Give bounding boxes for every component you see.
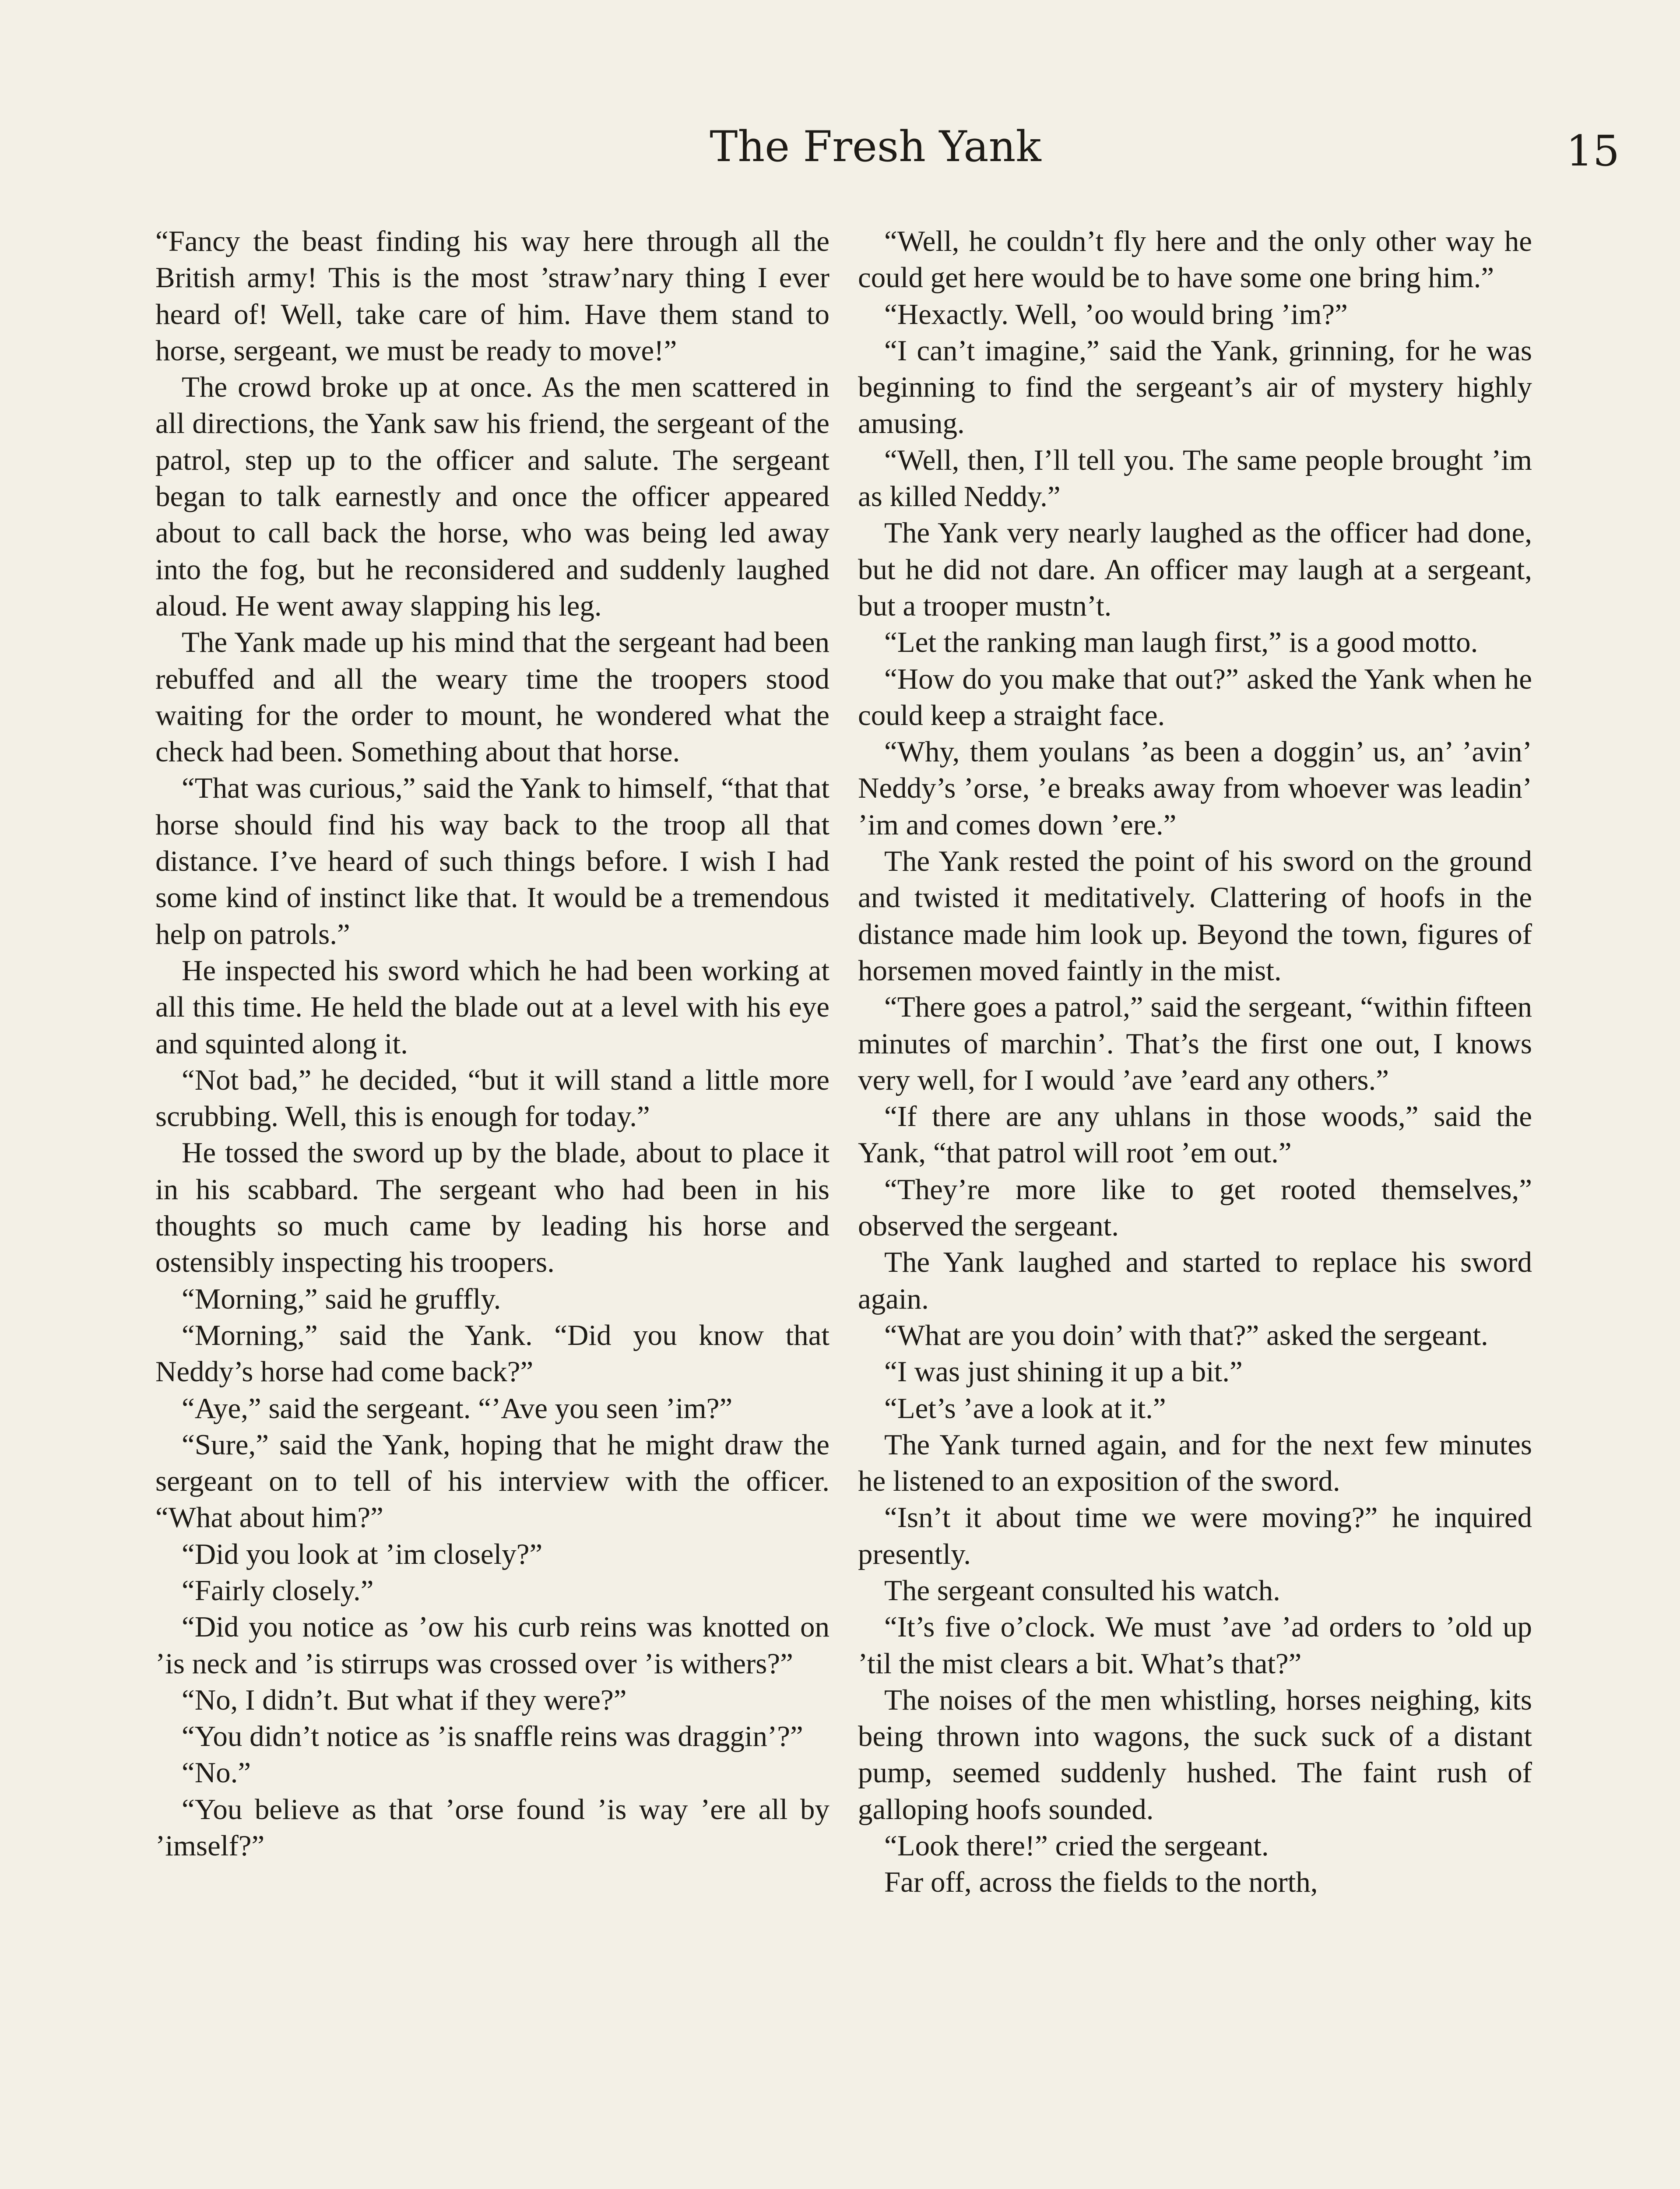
paragraph: “Well, he couldn’t fly here and the only other way he could get here would be to have some one bring him.” bbox=[858, 225, 1532, 294]
paragraph: “If there are any uhlans in those woods,” said the Yank, “that patrol will root ’em out.” bbox=[858, 1100, 1532, 1169]
paragraph: “There goes a patrol,” said the sergeant, “within fifteen minutes of marchin’. That’s the first one out, I knows very well, for I would ’ave ’eard any others.” bbox=[858, 991, 1532, 1096]
paragraph: “Aye,” said the sergeant. “’Ave you seen ’im?” bbox=[182, 1392, 733, 1425]
paragraph: “What are you doin’ with that?” asked the sergeant. bbox=[884, 1319, 1488, 1351]
paragraph: “Why, them youlans ’as been a doggin’ us, an’ ’avin’ Neddy’s ’orse, ’e breaks away from whoever was leadin’ ’im and comes down ’ere.” bbox=[858, 736, 1532, 841]
paragraph: “Did you notice as ’ow his curb reins was knotted on ’is neck and ’is stirrups was crossed over ’is withers?” bbox=[155, 1611, 829, 1680]
paragraph: The Yank rested the point of his sword on the ground and twisted it meditatively. Clattering of hoofs in the distance made him look up. Beyond the town, figures of horsemen moved faintly in the mist. bbox=[858, 845, 1532, 987]
paragraph: “Well, then, I’ll tell you. The same people brought ’im as killed Neddy.” bbox=[858, 443, 1532, 513]
paragraph: The Yank made up his mind that the sergeant had been rebuffed and all the weary time the troopers stood waiting for the order to mount, he wondered what the check had been. Something about that horse. bbox=[155, 626, 829, 768]
paragraph: “Let’s ’ave a look at it.” bbox=[884, 1392, 1166, 1425]
paragraph: “That was curious,” said the Yank to himself, “that that horse should find his way back to the troop all that distance. I’ve heard of such things before. I wish I had some kind of instinct like that. It would be a tremendous help on patrols.” bbox=[155, 772, 829, 950]
paragraph: “Fairly closely.” bbox=[182, 1574, 374, 1607]
paragraph: “Morning,” said he gruffly. bbox=[182, 1282, 501, 1315]
paragraph: “Sure,” said the Yank, hoping that he might draw the sergeant on to tell of his interview with the officer. “What about him?” bbox=[155, 1428, 829, 1534]
page-header bbox=[131, 118, 1620, 193]
paragraph: “How do you make that out?” asked the Yank when he could keep a straight face. bbox=[858, 662, 1532, 732]
paragraph: “Fancy the beast finding his way here through all the British army! This is the most ’straw’nary thing I ever heard of! Well, take care of him. Have them stand to horse, sergeant, we must be ready to move!” bbox=[155, 225, 829, 367]
page-number: 15 bbox=[1566, 127, 1620, 176]
paragraph: The Yank turned again, and for the next few minutes he listened to an exposition of the sword. bbox=[858, 1428, 1532, 1498]
paragraph: He tossed the sword up by the blade, about to place it in his scabbard. The sergeant who had been in his thoughts so much came by leading his horse and ostensibly inspecting his troopers. bbox=[155, 1137, 829, 1279]
paragraph: “You didn’t notice as ’is snaffle reins was draggin’?” bbox=[182, 1720, 803, 1753]
paragraph: The Yank very nearly laughed as the officer had done, but he did not dare. An officer may laugh at a sergeant, but a trooper mustn’t. bbox=[858, 517, 1532, 622]
paragraph: The noises of the men whistling, horses neighing, kits being thrown into wagons, the suck suck of a distant pump, seemed suddenly hushed. The faint rush of galloping hoofs sounded. bbox=[858, 1683, 1532, 1826]
running-title: The Fresh Yank bbox=[710, 122, 1041, 171]
paragraph: “I can’t imagine,” said the Yank, grinning, for he was beginning to find the sergeant’s air of mystery highly amusing. bbox=[858, 334, 1532, 440]
paragraph: The crowd broke up at once. As the men scattered in all directions, the Yank saw his friend, the sergeant of the patrol, step up to the officer and salute. The sergeant began to talk earnestly and once the officer appeared about to call back the horse, who was being led away into the fog, but he reconsidered and suddenly laughed aloud. He went away slapping his leg. bbox=[155, 371, 829, 622]
paragraph: “Let the ranking man laugh first,” is a good motto. bbox=[884, 626, 1478, 659]
paragraph: He inspected his sword which he had been working at all this time. He held the blade out at a level with his eye and squinted along it. bbox=[155, 954, 829, 1060]
paragraph: “They’re more like to get rooted themselves,” observed the sergeant. bbox=[858, 1173, 1532, 1242]
paragraph: Far off, across the fields to the north, bbox=[884, 1866, 1318, 1899]
paragraph: “I was just shining it up a bit.” bbox=[884, 1355, 1243, 1388]
paragraph: The Yank laughed and started to replace his sword again. bbox=[858, 1246, 1532, 1315]
paragraph: “It’s five o’clock. We must ’ave ’ad orders to ’old up ’til the mist clears a bit. What’s that?” bbox=[858, 1611, 1532, 1680]
paragraph: “You believe as that ’orse found ’is way ’ere all by ’imself?” bbox=[155, 1793, 829, 1862]
paragraph: “Morning,” said the Yank. “Did you know that Neddy’s horse had come back?” bbox=[155, 1319, 829, 1388]
left-text-column bbox=[155, 223, 829, 1864]
paragraph: The sergeant consulted his watch. bbox=[884, 1574, 1280, 1607]
paragraph: “Look there!” cried the sergeant. bbox=[884, 1830, 1269, 1862]
paragraph: “Not bad,” he decided, “but it will stand a little more scrubbing. Well, this is enough for today.” bbox=[155, 1063, 829, 1133]
paragraph: “Isn’t it about time we were moving?” he inquired presently. bbox=[858, 1501, 1532, 1570]
paragraph: “Hexactly. Well, ’oo would bring ’im?” bbox=[884, 298, 1348, 331]
paragraph: “No.” bbox=[182, 1756, 251, 1789]
right-text-column bbox=[858, 223, 1532, 1901]
paragraph: “Did you look at ’im closely?” bbox=[182, 1538, 543, 1570]
paragraph: “No, I didn’t. But what if they were?” bbox=[182, 1683, 627, 1716]
